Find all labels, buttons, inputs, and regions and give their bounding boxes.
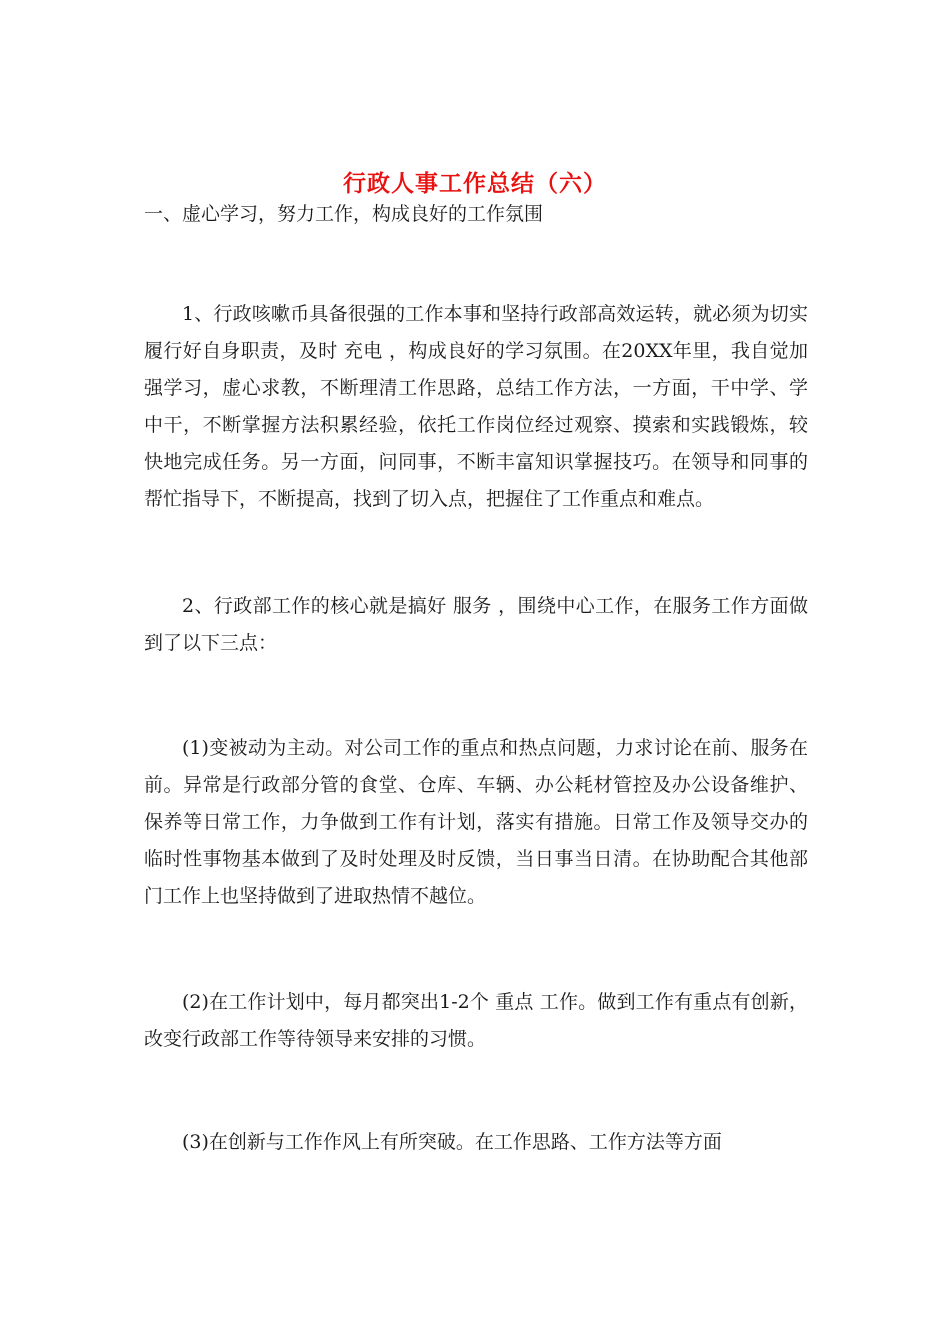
paragraph-2: 2、行政部工作的核心就是搞好 服务 ，围绕中心工作，在服务工作方面做到了以下三点： [144,595,808,654]
document-title: 行政人事工作总结（六） [343,170,607,198]
paragraph-3: (1)变被动为主动。对公司工作的重点和热点问题，力求讨论在前、服务在前。异常是行政部分管的食堂、仓库、车辆、办公耗材管控及办公设备维护、保养等日常工作，力争做到工作有计划，落实有措施。日常工作及领导交办的临时性事物基本做到了及时处理及时反馈，当日事当日清。在协助配合其他部门工作上也坚持做到了进取热情不越位。 [144,737,808,907]
paragraph-1: 1、行政咳嗽币具备很强的工作本事和坚持行政部高效运转，就必须为切实履行好自身职责，及时 充电 ，构成良好的学习氛围。在20XX年里，我自觉加强学习，虚心求教，不断理清工作思路，总结工作方法，一方面，干中学、学中干，不断掌握方法积累经验，依托工作岗位经过观察、摸索和实践锻炼，较快地完成任务。另一方面，问同事，不断丰富知识掌握技巧。在领导和同事的帮忙指导下，不断提高，找到了切入点，把握住了工作重点和难点。 [144,303,808,510]
paragraph-4: (2)在工作计划中，每月都突出1-2个 重点 工作。做到工作有重点有创新，改变行政部工作等待领导来安排的习惯。 [144,991,808,1050]
section-heading: 一、虚心学习，努力工作，构成良好的工作氛围 [144,203,544,225]
paragraph-5: (3)在创新与工作作风上有所突破。在工作思路、工作方法等方面 [182,1131,722,1153]
